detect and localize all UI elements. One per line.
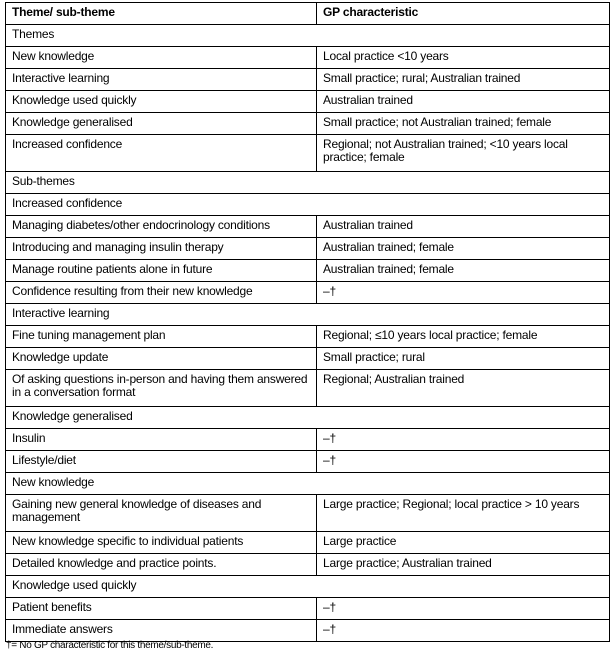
gp-characteristic-cell: –† — [317, 451, 610, 473]
table-row — [6, 598, 610, 620]
gp-characteristic-cell: Regional; Australian trained — [317, 370, 610, 407]
table-row — [6, 91, 610, 113]
table-row — [6, 282, 610, 304]
table-row — [6, 348, 610, 370]
header-theme: Theme/ sub-theme — [6, 3, 317, 25]
table-row — [6, 326, 610, 348]
section-label: Knowledge generalised — [6, 407, 610, 429]
section-label: New knowledge — [6, 473, 610, 495]
table-row — [6, 238, 610, 260]
gp-characteristic-cell: Small practice; rural; Australian trained — [317, 69, 610, 91]
section-label: Themes — [6, 25, 610, 47]
table-row — [6, 113, 610, 135]
table-row — [6, 554, 610, 576]
section-row — [6, 25, 610, 47]
header-row — [6, 3, 610, 25]
section-label: Increased confidence — [6, 194, 610, 216]
gp-characteristic-cell: Australian trained; female — [317, 238, 610, 260]
theme-cell: Gaining new general knowledge of diseases and management — [6, 495, 317, 532]
section-row — [6, 576, 610, 598]
section-label: Interactive learning — [6, 304, 610, 326]
theme-cell: New knowledge — [6, 47, 317, 69]
table-row — [6, 135, 610, 172]
table-row — [6, 370, 610, 407]
gp-characteristic-cell: –† — [317, 620, 610, 642]
theme-cell: Knowledge update — [6, 348, 317, 370]
gp-characteristic-cell: Small practice; rural — [317, 348, 610, 370]
table-row — [6, 532, 610, 554]
gp-characteristic-cell: Regional; not Australian trained; <10 years local practice; female — [317, 135, 610, 172]
gp-characteristic-cell: –† — [317, 429, 610, 451]
section-row — [6, 304, 610, 326]
section-label: Sub-themes — [6, 172, 610, 194]
theme-cell: Of asking questions in-person and having them answered in a conversation format — [6, 370, 317, 407]
theme-cell: Detailed knowledge and practice points. — [6, 554, 317, 576]
theme-cell: Knowledge used quickly — [6, 91, 317, 113]
section-row — [6, 407, 610, 429]
theme-cell: Patient benefits — [6, 598, 317, 620]
gp-characteristic-cell: Large practice; Australian trained — [317, 554, 610, 576]
theme-cell: Insulin — [6, 429, 317, 451]
theme-cell: Managing diabetes/other endocrinology conditions — [6, 216, 317, 238]
header-gp-characteristic: GP characteristic — [317, 3, 610, 25]
gp-characteristic-cell: Large practice; Regional; local practice > 10 years — [317, 495, 610, 532]
section-label: Knowledge used quickly — [6, 576, 610, 598]
gp-characteristic-cell: Australian trained; female — [317, 260, 610, 282]
gp-characteristic-cell: Australian trained — [317, 216, 610, 238]
gp-characteristic-cell: –† — [317, 598, 610, 620]
theme-cell: Knowledge generalised — [6, 113, 317, 135]
table-row — [6, 620, 610, 642]
section-row — [6, 473, 610, 495]
gp-characteristic-cell: Local practice <10 years — [317, 47, 610, 69]
section-row — [6, 172, 610, 194]
table-row — [6, 47, 610, 69]
theme-cell: Introducing and managing insulin therapy — [6, 238, 317, 260]
theme-cell: Fine tuning management plan — [6, 326, 317, 348]
gp-characteristic-cell: –† — [317, 282, 610, 304]
theme-cell: Manage routine patients alone in future — [6, 260, 317, 282]
themes-table — [5, 2, 610, 642]
table-row — [6, 260, 610, 282]
gp-characteristic-cell: Australian trained — [317, 91, 610, 113]
theme-cell: Immediate answers — [6, 620, 317, 642]
table-row — [6, 451, 610, 473]
theme-cell: Confidence resulting from their new knowledge — [6, 282, 317, 304]
table-row — [6, 429, 610, 451]
footnote: †= No GP characteristic for this theme/sub-theme. — [6, 640, 214, 651]
gp-characteristic-cell: Small practice; not Australian trained; female — [317, 113, 610, 135]
table-row — [6, 495, 610, 532]
theme-cell: Interactive learning — [6, 69, 317, 91]
table-row — [6, 216, 610, 238]
table-row — [6, 69, 610, 91]
theme-cell: Increased confidence — [6, 135, 317, 172]
gp-characteristic-cell: Regional; ≤10 years local practice; female — [317, 326, 610, 348]
section-row — [6, 194, 610, 216]
theme-cell: Lifestyle/diet — [6, 451, 317, 473]
gp-characteristic-cell: Large practice — [317, 532, 610, 554]
theme-cell: New knowledge specific to individual patients — [6, 532, 317, 554]
